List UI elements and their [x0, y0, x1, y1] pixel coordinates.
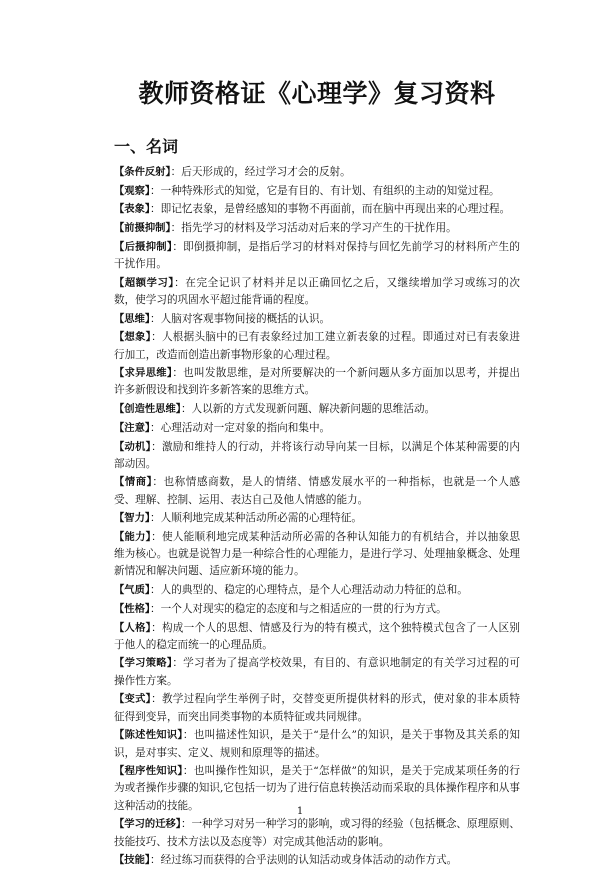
glossary-entry	[114, 239, 520, 273]
glossary-definition: ：教学过程向学生举例子时，交替变更所提供材料的形式，使对象的非本质特征得到变异，而突出同类事物的本质特征或共同规律。	[114, 693, 520, 723]
glossary-entry	[114, 275, 520, 309]
glossary-definition: ：人脑对客观事物间接的概括的认识。	[150, 312, 331, 325]
glossary-definition: ：一种特殊形式的知觉，它是有目的、有计划、有组织的主动的知觉过程。	[150, 184, 500, 197]
glossary-term: 【人格】	[114, 621, 152, 634]
glossary-definition: ：也叫发散思维，是对所要解决的一个新问题从多方面加以思考，并提出许多新假设和找到许多新答案的思维方式。	[114, 367, 520, 397]
glossary-term: 【观察】	[114, 184, 151, 197]
glossary-term: 【注意】	[114, 421, 151, 434]
page-number: 1	[296, 806, 304, 817]
glossary-term: 【情商】	[114, 476, 153, 489]
glossary-definition: ：人顺利地完成某种活动所必需的心理特征。	[150, 512, 362, 525]
glossary-definition: ：指先学习的材料及学习活动对后来的学习产生的干扰作用。	[170, 222, 457, 235]
glossary-definition: ：心理活动对一定对象的指向和集中。	[150, 421, 331, 434]
term-list	[114, 164, 520, 869]
glossary-term: 【程序性知识】	[114, 765, 183, 778]
section-heading: 一、名词	[114, 137, 179, 156]
glossary-definition: ：人的典型的、稳定的心理特点，是个人心理活动动力特征的总和。	[150, 584, 468, 597]
glossary-entry	[114, 183, 520, 200]
glossary-term: 【条件反射】	[114, 166, 171, 178]
glossary-term: 【智力】	[114, 512, 151, 525]
glossary-entry	[114, 727, 520, 761]
glossary-term: 【前摄抑制】	[114, 222, 171, 235]
glossary-term: 【能力】	[114, 531, 152, 544]
glossary-entry	[114, 220, 520, 237]
glossary-entry	[114, 164, 520, 181]
glossary-definition: ：也称情感商数，是人的情绪、情感发展水平的一种指标，也就是一个人感受、理解、控制、运用、表达自己及他人情感的能力。	[114, 476, 521, 506]
glossary-entry	[114, 201, 520, 218]
glossary-entry	[114, 852, 520, 869]
glossary-entry	[114, 816, 520, 850]
glossary-entry	[114, 582, 520, 599]
glossary-entry	[114, 691, 520, 725]
glossary-term: 【技能】	[114, 854, 151, 867]
glossary-entry	[114, 401, 520, 418]
document-title: 教师资格证《心理学》复习资料	[138, 79, 496, 108]
glossary-definition: ：在完全记识了材料并足以正确回忆之后，又继续增加学习或练习的次数，使学习的巩固水平超过能背诵的程度。	[114, 276, 520, 306]
glossary-entry	[114, 655, 520, 689]
glossary-term: 【陈述性知识】	[114, 729, 183, 742]
glossary-entry	[114, 529, 520, 581]
glossary-definition: ：构成一个人的思想、情感及行为的特有模式，这个独特模式包含了一人区别于他人的稳定而统一的心理品质。	[114, 621, 520, 651]
glossary-definition: ：也叫操作性知识，是关于“怎样做”的知识，是关于完成某项任务的行为或者操作步骤的知识,它包括一切为了进行信息转换活动而采取的具体操作程序和从事这种活动的技能。	[114, 765, 520, 812]
glossary-term: 【学习策略】	[114, 657, 173, 670]
glossary-entry	[114, 601, 520, 618]
glossary-term: 【性格】	[114, 602, 151, 615]
glossary-entry	[114, 439, 520, 473]
glossary-definition: ：也叫描述性知识，是关于“是什么”的知识，是关于事物及其关系的知识，是对事实、定义、规则和原理等的描述。	[114, 729, 520, 759]
glossary-definition: ：人以新的方式发现新问题、解决新问题的思维活动。	[180, 403, 436, 416]
glossary-entry	[114, 420, 520, 437]
glossary-entry	[114, 329, 520, 363]
glossary-definition: ：即倒摄抑制，是指后学习的材料对保持与回忆先前学习的材料所产生的干扰作用。	[114, 240, 520, 271]
glossary-definition: ：一个人对现实的稳定的态度和与之相适应的一贯的行为方式。	[150, 602, 447, 615]
glossary-definition: ：激励和维持人的行动，并将该行动导向某一目标，以满足个体某种需要的内部动因。	[114, 440, 520, 470]
glossary-entry	[114, 474, 520, 508]
glossary-term: 【超额学习】	[114, 276, 175, 289]
glossary-term: 【表象】	[114, 203, 151, 216]
glossary-term: 【学习的迁移】	[114, 818, 181, 831]
glossary-definition: ：一种学习对另一种学习的影响，或习得的经验（包括概念、原理原则、技能技巧、技术方法以及态度等）对完成其他活动的影响。	[114, 818, 521, 848]
glossary-definition: ：后天形成的，经过学习才会的反射。	[170, 166, 351, 178]
glossary-definition: ：即记忆表象，是曾经感知的事物不再面前，而在脑中再现出来的心理过程。	[150, 203, 511, 216]
glossary-definition: ：使人能顺利地完成某种活动所必需的各种认知能力的有机结合，并以抽象思维为核心。也就是说智力是一种综合性的心理能力，是进行学习、处理抽象概念、处理新情况和解决问题、适应新环境的能力。	[114, 531, 520, 578]
glossary-term: 【变式】	[114, 693, 152, 706]
glossary-definition: ：人根据头脑中的已有表象经过加工建立新表象的过程。即通过对已有表象进行加工，改造而创造出新事物形象的心理过程。	[114, 331, 520, 361]
glossary-entry	[114, 365, 520, 399]
glossary-term: 【后摄抑制】	[114, 240, 173, 253]
glossary-term: 【气质】	[114, 584, 151, 597]
glossary-entry	[114, 311, 520, 328]
glossary-term: 【思维】	[114, 312, 151, 325]
glossary-term: 【创造性思维】	[114, 403, 181, 416]
glossary-term: 【想象】	[114, 331, 152, 344]
glossary-entry	[114, 510, 520, 527]
glossary-entry	[114, 620, 520, 654]
glossary-definition: ：学习者为了提高学校效果，有目的、有意识地制定的有关学习过程的可操作性方案。	[114, 657, 520, 687]
glossary-definition: ：经过练习而获得的合乎法则的认知活动或身体活动的动作方式。	[150, 854, 458, 867]
glossary-term: 【求异思维】	[114, 367, 173, 380]
glossary-term: 【动机】	[114, 440, 152, 453]
